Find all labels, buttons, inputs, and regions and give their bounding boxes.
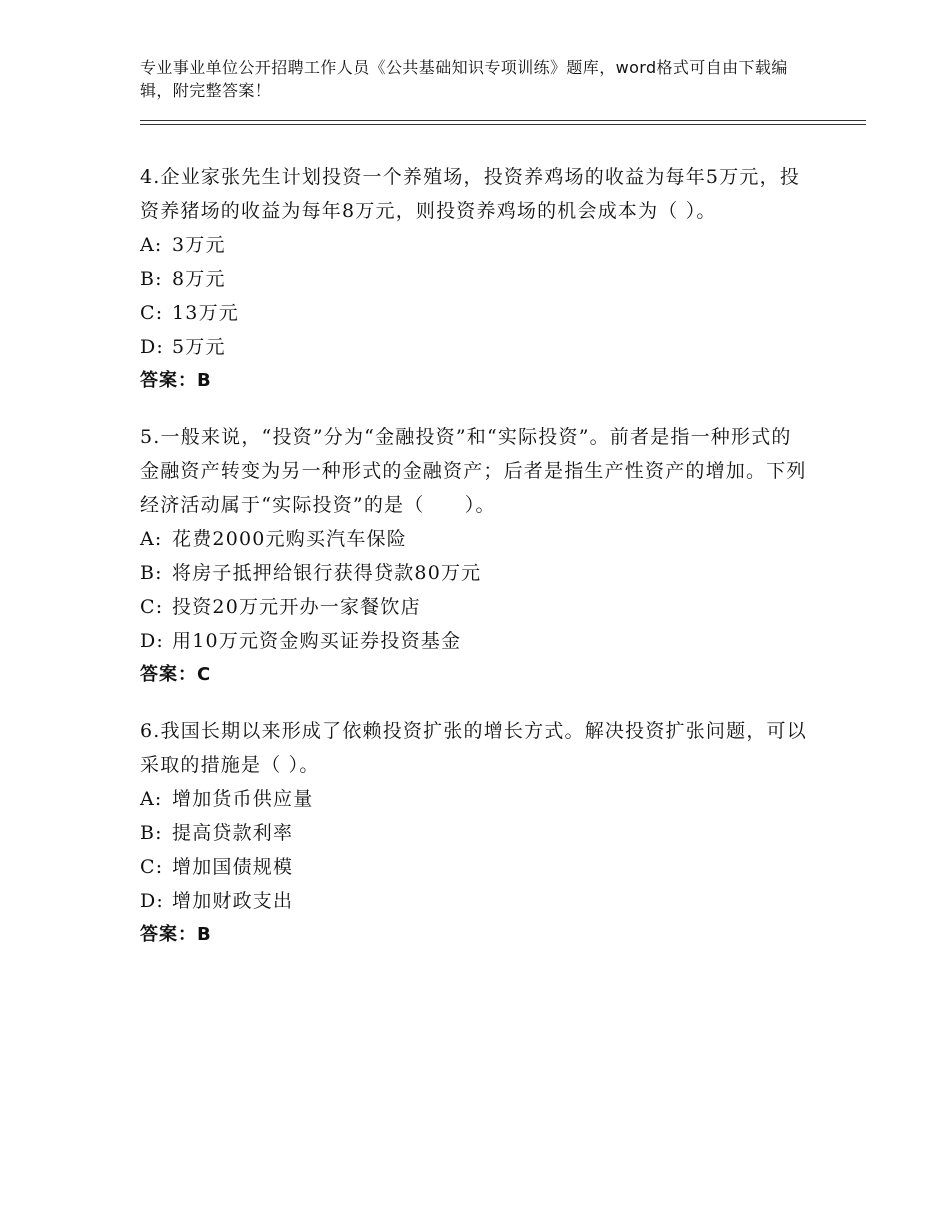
option-b [140,816,810,850]
option-text: 将房子抵押给银行获得贷款80万元 [172,562,482,584]
option-b [140,556,810,590]
question-list [140,160,810,952]
option-d [140,884,810,918]
option-b [140,262,810,296]
answer-line: 答案：B [140,924,212,945]
option-key: A: [140,528,163,550]
option-a [140,522,810,556]
option-text: 用10万元资金购买证券投资基金 [172,630,462,652]
option-text: 花费2000元购买汽车保险 [172,528,407,550]
option-key: B: [140,268,163,290]
option-d [140,330,810,364]
header-divider [140,120,866,125]
option-text: 8万元 [172,268,226,290]
option-text: 投资20万元开办一家餐饮店 [172,596,421,618]
question-4 [140,160,810,398]
option-key: D: [140,336,165,358]
question-5 [140,420,810,692]
option-key: C: [140,596,164,618]
option-a [140,228,810,262]
option-c [140,850,810,884]
option-key: C: [140,856,164,878]
option-key: C: [140,302,164,324]
question-stem: 5.一般来说，“投资”分为“金融投资”和“实际投资”。前者是指一种形式的金融资产转变为另一种形式的金融资产；后者是指生产性资产的增加。下列经济活动属于“实际投资”的是（ ）。 [140,426,807,516]
option-c [140,590,810,624]
option-d [140,624,810,658]
option-key: D: [140,630,165,652]
option-key: B: [140,562,163,584]
option-key: A: [140,234,163,256]
option-c [140,296,810,330]
question-stem: 4.企业家张先生计划投资一个养殖场，投资养鸡场的收益为每年5万元，投资养猪场的收益为每年8万元，则投资养鸡场的机会成本为（ ）。 [140,166,801,222]
answer-line: 答案：C [140,664,212,685]
answer-line: 答案：B [140,370,212,391]
question-6 [140,714,810,952]
option-text: 13万元 [172,302,239,324]
option-a [140,782,810,816]
option-text: 5万元 [172,336,226,358]
question-stem: 6.我国长期以来形成了依赖投资扩张的增长方式。解决投资扩张问题，可以采取的措施是（ ）。 [140,720,807,776]
option-text: 3万元 [172,234,226,256]
option-key: A: [140,788,163,810]
option-text: 增加国债规模 [172,856,294,878]
document-header: 专业事业单位公开招聘工作人员《公共基础知识专项训练》题库，word格式可自由下载编辑，附完整答案！ [140,58,788,100]
option-key: D: [140,890,165,912]
option-text: 增加货币供应量 [172,788,314,810]
option-text: 提高贷款利率 [172,822,294,844]
option-key: B: [140,822,163,844]
option-text: 增加财政支出 [172,890,294,912]
